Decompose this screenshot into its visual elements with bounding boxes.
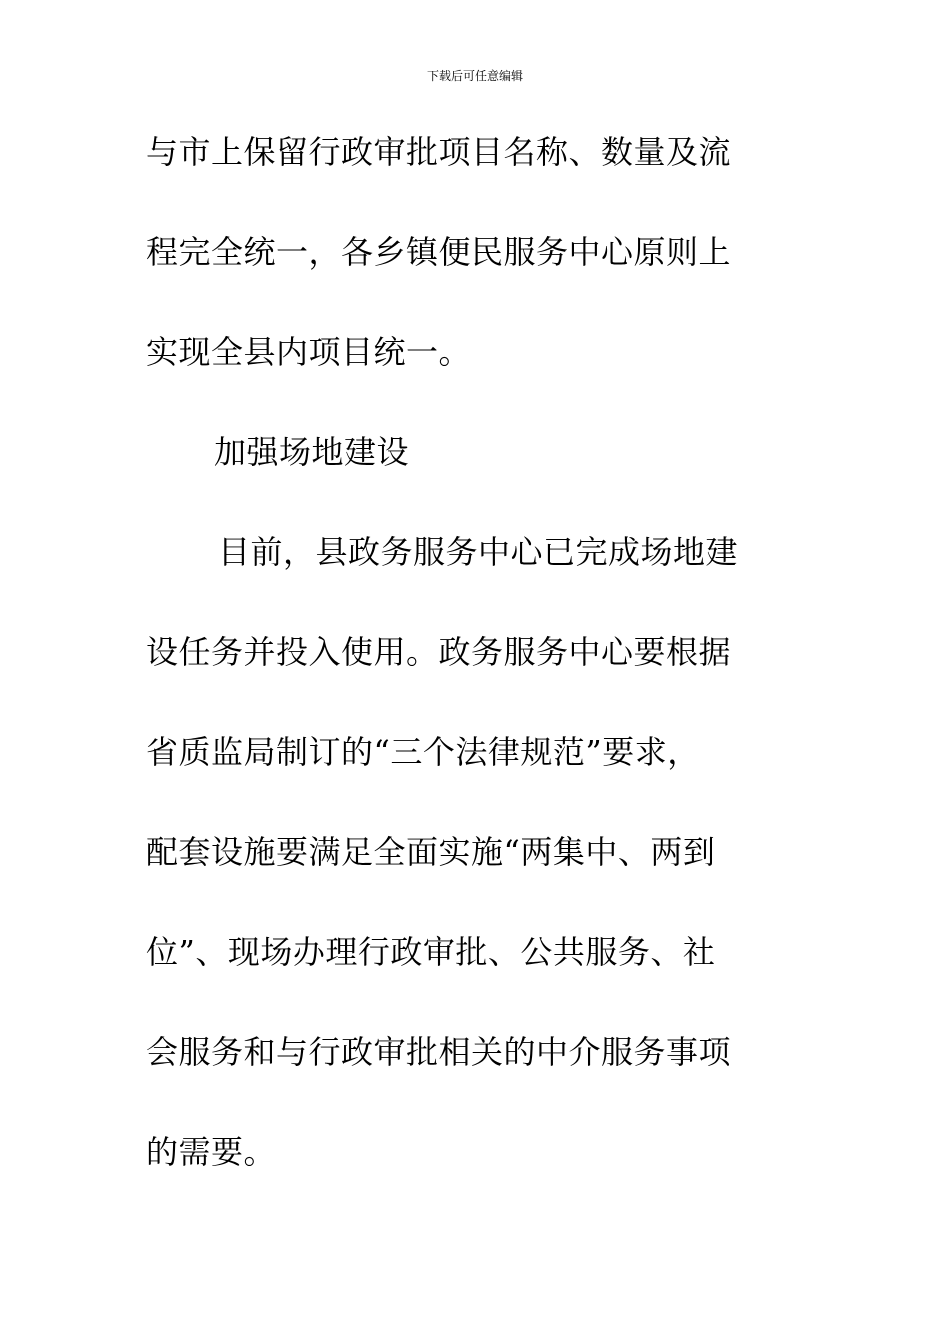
paragraph-line: 设任务并投入使用。政务服务中心要根据 [146, 633, 732, 671]
paragraph-line: 实现全县内项目统一。 [146, 333, 472, 371]
paragraph-line: 省质监局制订的“三个法律规范”要求， [146, 733, 700, 771]
paragraph-line: 会服务和与行政审批相关的中介服务事项 [146, 1033, 732, 1071]
paragraph-line: 配套设施要满足全面实施“两集中、两到 [146, 833, 716, 871]
header-note: 下载后可任意编辑 [426, 69, 523, 83]
paragraph-line: 位”、现场办理行政审批、公共服务、社 [146, 933, 716, 971]
paragraph-line: 程完全统一，各乡镇便民服务中心原则上 [146, 233, 732, 271]
paragraph-line: 的需要。 [146, 1133, 277, 1171]
paragraph-line: 目前，县政务服务中心已完成场地建 [218, 533, 739, 571]
paragraph-line: 与市上保留行政审批项目名称、数量及流 [146, 133, 732, 171]
section-heading: 加强场地建设 [214, 433, 410, 471]
